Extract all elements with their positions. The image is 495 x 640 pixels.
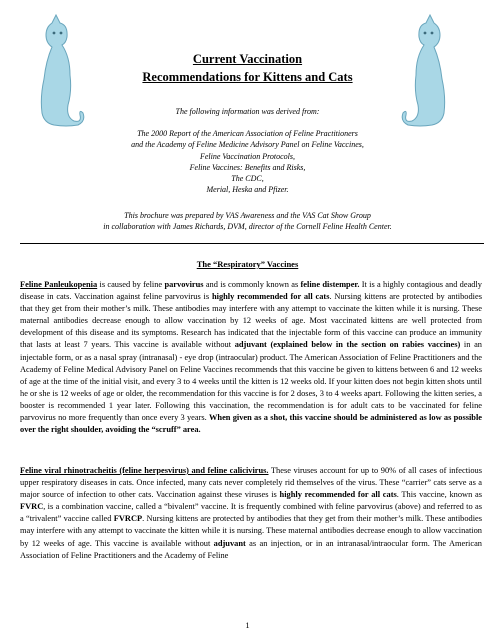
- source-line: The 2000 Report of the American Association of Feline Practitioners: [137, 129, 358, 139]
- title-line-2: Recommendations for Kittens and Cats: [142, 70, 353, 84]
- brochure-line-1: This brochure was prepared by VAS Awareness and the VAS Cat Show Group: [124, 211, 371, 220]
- sources-intro: The following information was derived from:: [175, 107, 320, 116]
- source-line: Feline Vaccines: Benefits and Risks,: [189, 162, 306, 172]
- panleukopenia-paragraph: Feline Panleukopenia is caused by feline parvovirus and is commonly known as feline distemper. It is a highly contagious and deadly disease in cats. Vaccination against feline parvovirus is highly recommended for all cats. Nursing kittens are protected by antibodies that they get from their mother’s milk. These antibodies may interfere with any attempt to vaccinate the kitten while it is nursing. These maternal antibodies decrease enough to allow vaccination by 12 weeks of age. Most vaccinated kittens are well protected from development of this disease and its symptoms. Research has indicated that the injectable form of this vaccine can produce an immunity that lasts at least 7 years. This vaccine is available without adjuvant (explained below in the section on rabies vaccines) in an injectable form, or as a nasal spray (intranasal) - eye drop (intraocular) product. The American Association of Feline Practitioners and the Academy of Feline Medical Advisory Panel on Feline Vaccines recommends that this vaccine be given to kittens between 6 and 12 weeks of age at the time of the initial visit, and every 3 to 4 weeks until the kitten is 12 weeks old. If your kitten does not begin kitten shots until he or she is 12 weeks of age or older, the recommendation for this vaccine is for 2 doses, 3 to 4 weeks apart. Following the kitten series, a booster is recommended 1 year later. Following this vaccination, the recommendation is for adult cats to be vaccinated for feline parvovirus no more frequently than once every 3 years. When given as a shot, this vaccine should be administered as low as possible over the right shoulder, avoiding the “scruff” area.: [20, 280, 482, 435]
- term-panleukopenia: Feline Panleukopenia: [20, 280, 98, 289]
- page-number: 1: [245, 620, 250, 630]
- brochure-credit: [20, 210, 475, 232]
- section-heading: The “Respiratory” Vaccines: [196, 259, 299, 269]
- source-line: Feline Vaccination Protocols,: [199, 151, 295, 161]
- source-line: and the Academy of Feline Medicine Advisory Panel on Feline Vaccines,: [131, 140, 364, 150]
- source-line: The CDC,: [231, 174, 264, 184]
- divider: [20, 243, 484, 244]
- respiratory-virus-paragraph: Feline viral rhinotracheitis (feline herpesvirus) and feline calicivirus. These viruses account for up to 90% of all cases of infectious upper respiratory diseases in cats. Once infected, many cats never completely rid themselves of the virus. These “carrier” cats serve as a major source of infection to other cats. Vaccination against these viruses is highly recommended for all cats. This vaccine, known as FVRC, is a combination vaccine, called a “bivalent” vaccine. It is frequently combined with feline parvovirus (above) and referred to as a “trivalent” vaccine called FVRCP. Nursing kittens are protected by antibodies that they get from their mother’s milk. These antibodies may interfere with any attempt to vaccinate the kitten while it is nursing. These maternal antibodies decrease enough to allow vaccination by 12 weeks of age. This vaccine is available without adjuvant as an injection, or in an intranasal/intraocular form. The American Association of Feline Practitioners and the Academy of Feline: [20, 466, 483, 560]
- document-title: [0, 50, 495, 86]
- title-line-1: Current Vaccination: [192, 52, 303, 66]
- source-line: Merial, Heska and Pfizer.: [206, 185, 289, 195]
- brochure-line-2: in collaboration with James Richards, DVM, director of the Cornell Feline Health Center.: [103, 222, 392, 232]
- term-rhinotracheitis: Feline viral rhinotracheitis (feline herpesvirus) and feline calicivirus.: [20, 466, 269, 475]
- sources-block: [60, 106, 435, 195]
